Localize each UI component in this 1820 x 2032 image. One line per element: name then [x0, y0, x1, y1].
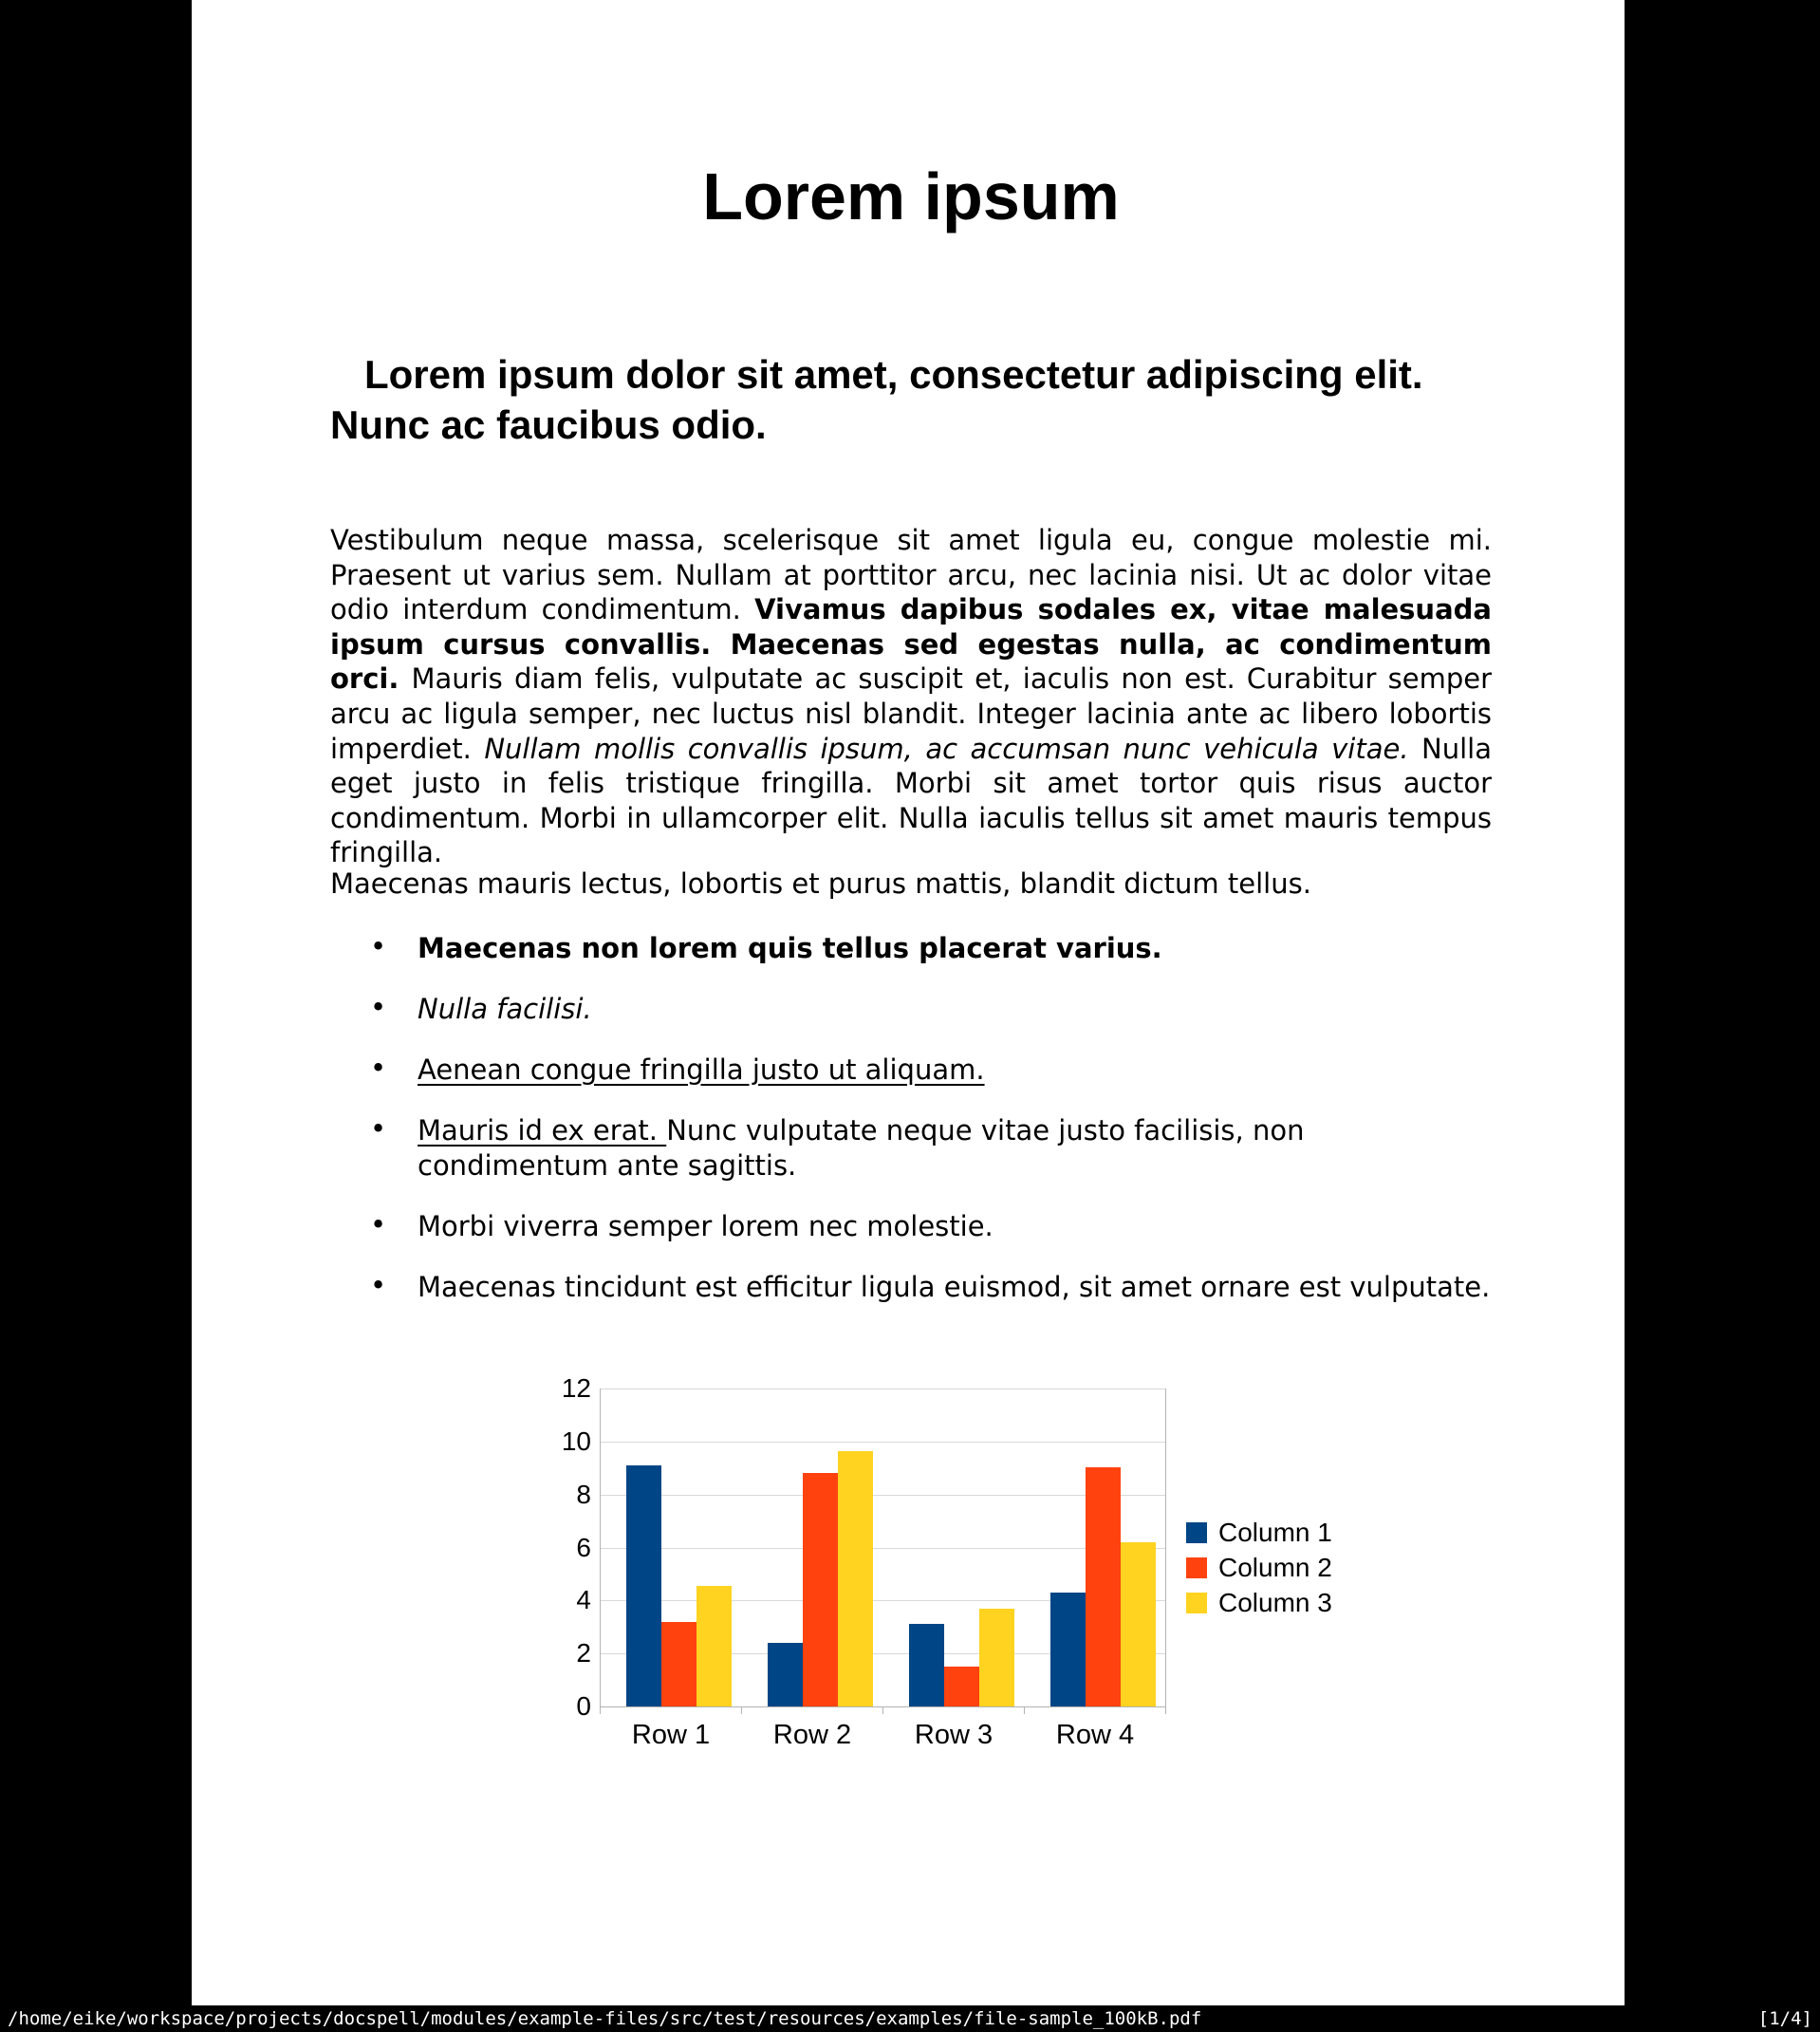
bullet-icon: •	[370, 930, 387, 962]
chart-bar	[944, 1667, 979, 1706]
text-segment: Vivamus dapibus sodales ex, vitae malesuada ipsum cursus convallis. Maecenas sed egestas nulla, ac condimentum orci.	[330, 593, 1492, 696]
chart-y-axis-label: 0	[576, 1691, 591, 1721]
chart-tick	[882, 1706, 883, 1714]
bullet-icon: •	[370, 1269, 387, 1301]
chart-tick	[1165, 1706, 1166, 1714]
chart-bar	[1121, 1542, 1156, 1706]
chart-tick	[741, 1706, 742, 1714]
text-segment: Mauris diam felis, vulputate ac suscipit et, iaculis non est. Curabitur semper arcu ac ligula semper, nec luctus nisl blandit. Integer lacinia ante ac libero lobortis imperdiet.	[330, 662, 1493, 765]
status-bar	[0, 2005, 1820, 2032]
chart-legend-entry	[1186, 1590, 1332, 1616]
bullet-item	[330, 1053, 1492, 1088]
chart-gridline	[600, 1653, 1165, 1654]
bullet-item	[330, 1113, 1492, 1184]
legend-label: Column 2	[1218, 1553, 1332, 1582]
chart-bar	[979, 1609, 1014, 1706]
text-segment: Maecenas tincidunt est efficitur ligula euismod, sit amet ornare est vulputate.	[418, 1271, 1491, 1303]
text-segment: Vestibulum neque massa, scelerisque sit amet ligula eu, congue molestie mi. Praesent ut varius sem. Nullam at porttitor arcu, nec lacinia nisi. Ut ac dolor vitae odio interdum condimentum.	[330, 524, 1492, 626]
pdf-page	[192, 0, 1625, 2005]
bullet-item	[330, 1209, 1492, 1244]
legend-label: Column 3	[1218, 1588, 1332, 1617]
page-indicator: [1/4]	[1757, 2008, 1812, 2029]
chart-bar	[909, 1624, 944, 1706]
bullet-item	[330, 1270, 1492, 1305]
chart-bar	[838, 1451, 873, 1706]
bullet-icon: •	[370, 1052, 387, 1084]
legend-swatch	[1186, 1593, 1207, 1613]
text-segment: Nulla facilisi.	[418, 993, 592, 1025]
chart-gridline	[600, 1600, 1165, 1601]
text-segment: Nullam mollis convallis ipsum, ac accumsan nunc vehicula vitae.	[484, 732, 1422, 765]
chart-bar	[626, 1465, 661, 1706]
chart-x-axis-label: Row 2	[772, 1720, 852, 1750]
chart-x-axis-label: Row 4	[1055, 1720, 1135, 1750]
text-segment: Nunc vulputate neque vitae justo facilisis, non condimentum ante sagittis.	[418, 1114, 1305, 1182]
chart-axis-right	[1165, 1389, 1166, 1706]
text-segment: Aenean congue fringilla justo ut aliquam.	[418, 1053, 985, 1086]
chart-y-axis-label: 6	[576, 1533, 591, 1562]
document-subheading: Lorem ipsum dolor sit amet, consectetur adipiscing elit. Nunc ac faucibus odio.	[330, 352, 1423, 447]
chart-bar	[768, 1643, 803, 1706]
chart-y-axis-label: 10	[561, 1426, 591, 1456]
chart-gridline	[600, 1495, 1165, 1496]
bullet-item	[330, 992, 1492, 1027]
text-segment: Mauris id ex erat.	[418, 1114, 667, 1146]
body-paragraph	[330, 523, 1492, 870]
file-path: /home/eike/workspace/projects/docspell/modules/example-files/src/test/resources/examples/file-sample_100kB.pdf	[8, 2008, 1202, 2029]
document-title: Lorem ipsum	[702, 159, 1120, 233]
chart-gridline	[600, 1442, 1165, 1443]
chart-legend-entry	[1186, 1519, 1332, 1546]
chart-bar	[696, 1586, 732, 1706]
chart-y-axis-label: 8	[576, 1480, 591, 1509]
bullet-icon: •	[370, 991, 387, 1023]
chart-y-axis-label: 4	[576, 1585, 591, 1614]
chart-bar	[661, 1622, 696, 1706]
bullet-item	[330, 931, 1492, 966]
text-segment: Nulla eget justo in felis tristique fringilla. Morbi sit amet tortor quis risus auctor condimentum. Morbi in ullamcorper elit. Nulla iaculis tellus sit amet mauris tempus fringilla.	[330, 732, 1492, 869]
chart-bar	[1086, 1467, 1121, 1706]
bullet-icon: •	[370, 1208, 387, 1240]
chart-x-axis-label: Row 3	[914, 1720, 994, 1750]
text-segment: Morbi viverra semper lorem nec molestie.	[418, 1210, 994, 1242]
legend-swatch	[1186, 1522, 1207, 1543]
bullet-list	[330, 931, 1492, 1331]
chart-axis-bottom	[600, 1706, 1166, 1707]
intro-paragraph: Maecenas mauris lectus, lobortis et purus mattis, blandit dictum tellus.	[330, 867, 1311, 900]
chart-x-axis-label: Row 1	[631, 1720, 711, 1750]
chart-y-axis-label: 12	[561, 1373, 591, 1403]
text-segment: Maecenas non lorem quis tellus placerat varius.	[418, 932, 1162, 964]
chart-legend-entry	[1186, 1555, 1332, 1581]
chart-y-axis-label: 2	[576, 1638, 591, 1668]
chart-gridline	[600, 1548, 1165, 1549]
bullet-icon: •	[370, 1112, 387, 1145]
legend-label: Column 1	[1218, 1518, 1332, 1547]
chart-tick	[600, 1706, 601, 1714]
chart-bar	[803, 1473, 838, 1706]
chart-tick	[1024, 1706, 1025, 1714]
chart-axis-left	[600, 1389, 601, 1706]
chart-bar	[1050, 1593, 1086, 1706]
legend-swatch	[1186, 1557, 1207, 1578]
